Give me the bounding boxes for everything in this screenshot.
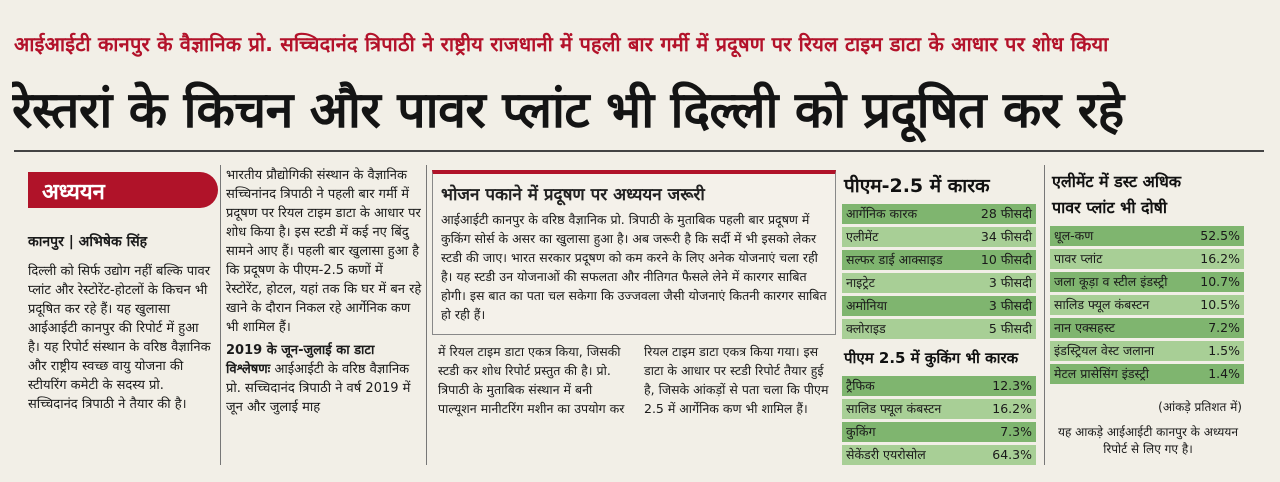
- table-row: [1050, 295, 1244, 315]
- row-label: ट्रैफिक: [846, 378, 875, 393]
- table-row: [842, 227, 1036, 247]
- row-value: 10.5%: [1200, 297, 1240, 312]
- row-value: 12.3%: [992, 378, 1032, 393]
- element-panel-source: यह आकड़े आईआईटी कानपुर के अध्ययन रिपोर्ट से लिए गए है।: [1058, 425, 1238, 456]
- column-1-text: दिल्ली को सिर्फ उद्योग नहीं बल्कि पावर प्लांट और रेस्टोरेंट-होटलों के किचन भी प्रदूषित कर रहे हैं। यह खुलासा आईआईटी कानपुर की रिपोर्ट में हुआ है। यह रिपोर्ट संस्थान के वरिष्ठ वैज्ञानिक और राष्ट्रीय स्वच्छ वायु योजना की स्टीयरिंग कमेटी के सदस्य प्रो. सच्चिदानंद त्रिपाठी ने तैयार की है।: [28, 264, 211, 412]
- column-divider: [220, 165, 221, 465]
- element-panel-title-1: एलीमेंट में डस्ट अधिक: [1052, 172, 1182, 191]
- table-row: [842, 376, 1036, 396]
- row-value: 34 फीसदी: [980, 229, 1032, 244]
- row-label: अमोनिया: [846, 298, 887, 313]
- main-headline: रेस्तरां के किचन और पावर प्लांट भी दिल्ली को प्रदूषित कर रहे: [12, 81, 1124, 139]
- table-row: [1050, 318, 1244, 338]
- table-row: [1050, 249, 1244, 269]
- row-value: 3 फीसदी: [988, 298, 1032, 313]
- sidebar-box-title: भोजन पकाने में प्रदूषण पर अध्ययन जरूरी: [441, 185, 705, 205]
- article-column-3: [438, 342, 628, 418]
- table-row: [842, 273, 1036, 293]
- table-row: [842, 204, 1036, 224]
- column-divider: [1044, 165, 1045, 465]
- row-label: पावर प्लांट: [1054, 251, 1103, 266]
- row-value: 3 फीसदी: [988, 275, 1032, 290]
- column-4-text: रियल टाइम डाटा एकत्र किया गया। इस डाटा के आधार पर स्टडी रिपोर्ट तैयार हुई है, जिसके आंकड़ों से पता चला कि पीएम 2.5 में आर्गेनिक कण भी शामिल हैं।: [644, 344, 829, 416]
- element-panel-title-2: पावर प्लांट भी दोषी: [1052, 198, 1168, 217]
- table-row: [842, 445, 1036, 465]
- row-label: आर्गेनिक कारक: [846, 206, 918, 221]
- headline-rule: [14, 150, 1264, 152]
- row-label: इंडस्ट्रियल वेस्ट जलाना: [1054, 343, 1155, 358]
- row-value: 10.7%: [1200, 274, 1240, 289]
- element-panel-note: (आंकड़े प्रतिशत में): [1158, 400, 1242, 414]
- article-column-1: [28, 262, 213, 414]
- column-2-subtext: आईआईटी के वरिष्ठ वैज्ञानिक प्रो. सच्चिदानंद त्रिपाठी ने वर्ष 2019 में जून और जुलाई माह: [226, 362, 411, 415]
- row-label: सालिड फ्यूल कंबस्टन: [1054, 297, 1150, 312]
- column-3-text: में रियल टाइम डाटा एकत्र किया, जिसकी स्टडी कर शोध रिपोर्ट प्रस्तुत की है। प्रो. त्रिपाठी के मुताबिक संस्थान में बनी पाल्यूशन मानीटरिंग मशीन का उपयोग कर: [438, 344, 625, 416]
- row-value: 1.4%: [1208, 366, 1240, 381]
- row-value: 64.3%: [992, 447, 1032, 462]
- pm-panel-title: पीएम-2.5 में कारक: [844, 175, 990, 197]
- row-label: एलीमेंट: [846, 229, 879, 244]
- table-row: [842, 422, 1036, 442]
- row-label: क्लोराइड: [846, 321, 886, 336]
- row-value: 52.5%: [1200, 228, 1240, 243]
- table-row: [1050, 226, 1244, 246]
- row-value: 1.5%: [1208, 343, 1240, 358]
- row-label: सेकेंडरी एयरोसोल: [846, 447, 926, 462]
- section-tag: [28, 172, 218, 208]
- sidebar-box: [432, 170, 836, 335]
- table-row: [842, 250, 1036, 270]
- row-value: 28 फीसदी: [980, 206, 1032, 221]
- row-label: धूल-कण: [1054, 228, 1094, 243]
- table-row: [842, 296, 1036, 316]
- row-value: 7.3%: [1000, 424, 1032, 439]
- article-column-4: [644, 342, 834, 418]
- row-value: 10 फीसदी: [980, 252, 1032, 267]
- table-row: [1050, 272, 1244, 292]
- table-row: [842, 399, 1036, 419]
- table-row: [842, 319, 1036, 339]
- row-value: 7.2%: [1208, 320, 1240, 335]
- row-value: 16.2%: [992, 401, 1032, 416]
- column-2-text: भारतीय प्रौद्योगिकी संस्थान के वैज्ञानिक सच्चिनांनद त्रिपाठी ने पहली बार गर्मी में प्रदूषण पर रियल टाइम डाटा के आधार पर शोध किया है। इस स्टडी में कई नए बिंदु सामने आए हैं। पहली बार खुलासा हुआ है कि प्रदूषण के पीएम-2.5 कणों में रेस्टोरेंट, होटल, यहां तक कि घर में बन रहे खाने के दौरान निकल रहे आर्गेनिक कण भी शामिल हैं।: [226, 168, 422, 335]
- section-tag-label: अध्ययन: [42, 180, 105, 205]
- article-column-2: [226, 166, 422, 417]
- row-label: मेटल प्रासेसिंग इंडस्ट्री: [1054, 366, 1149, 381]
- row-value: 16.2%: [1200, 251, 1240, 266]
- cooking-panel-title: पीएम 2.5 में कुकिंग भी कारक: [844, 349, 1019, 367]
- table-row: [1050, 341, 1244, 361]
- row-label: सल्फर डाई आक्साइड: [846, 252, 943, 267]
- byline: कानपुर | अभिषेक सिंह: [28, 234, 148, 250]
- row-label: नान एक्सहस्ट: [1054, 320, 1115, 335]
- kicker-headline: आईआईटी कानपुर के वैज्ञानिक प्रो. सच्चिदानंद त्रिपाठी ने राष्ट्रीय राजधानी में पहली बार गर्मी में प्रदूषण पर रियल टाइम डाटा के आधार पर शोध किया: [14, 32, 1109, 56]
- row-label: सालिड फ्यूल कंबस्टन: [846, 401, 942, 416]
- column-2-subhead: 2019 के जून-जुलाई का डाटा विश्लेषणः: [226, 343, 375, 377]
- row-label: जला कूड़ा व स्टील इंडस्ट्री: [1054, 274, 1168, 289]
- table-row: [1050, 364, 1244, 384]
- row-label: नाइट्रेट: [846, 275, 875, 290]
- sidebar-box-text: आईआईटी कानपुर के वरिष्ठ वैज्ञानिक प्रो. त्रिपाठी के मुताबिक पहली बार प्रदूषण में कुकिंग सोर्स के असर का खुलासा हुआ है। अब जरूरी है कि सर्दी में भी इसको लेकर स्टडी की जाए। भारत सरकार प्रदूषण को कम करने के लिए अनेक योजनाएं चला रही है। यह स्टडी उन योजनाओं की सफलता और नीतिगत फैसले लेने में कारगर साबित होगी। इस बात का पता चल सकेगा कि उज्जवला जैसी योजनाएं कितनी कारगर साबित हो रही हैं।: [441, 212, 827, 322]
- row-value: 5 फीसदी: [988, 321, 1032, 336]
- column-divider: [426, 165, 427, 465]
- row-label: कुकिंग: [846, 424, 876, 439]
